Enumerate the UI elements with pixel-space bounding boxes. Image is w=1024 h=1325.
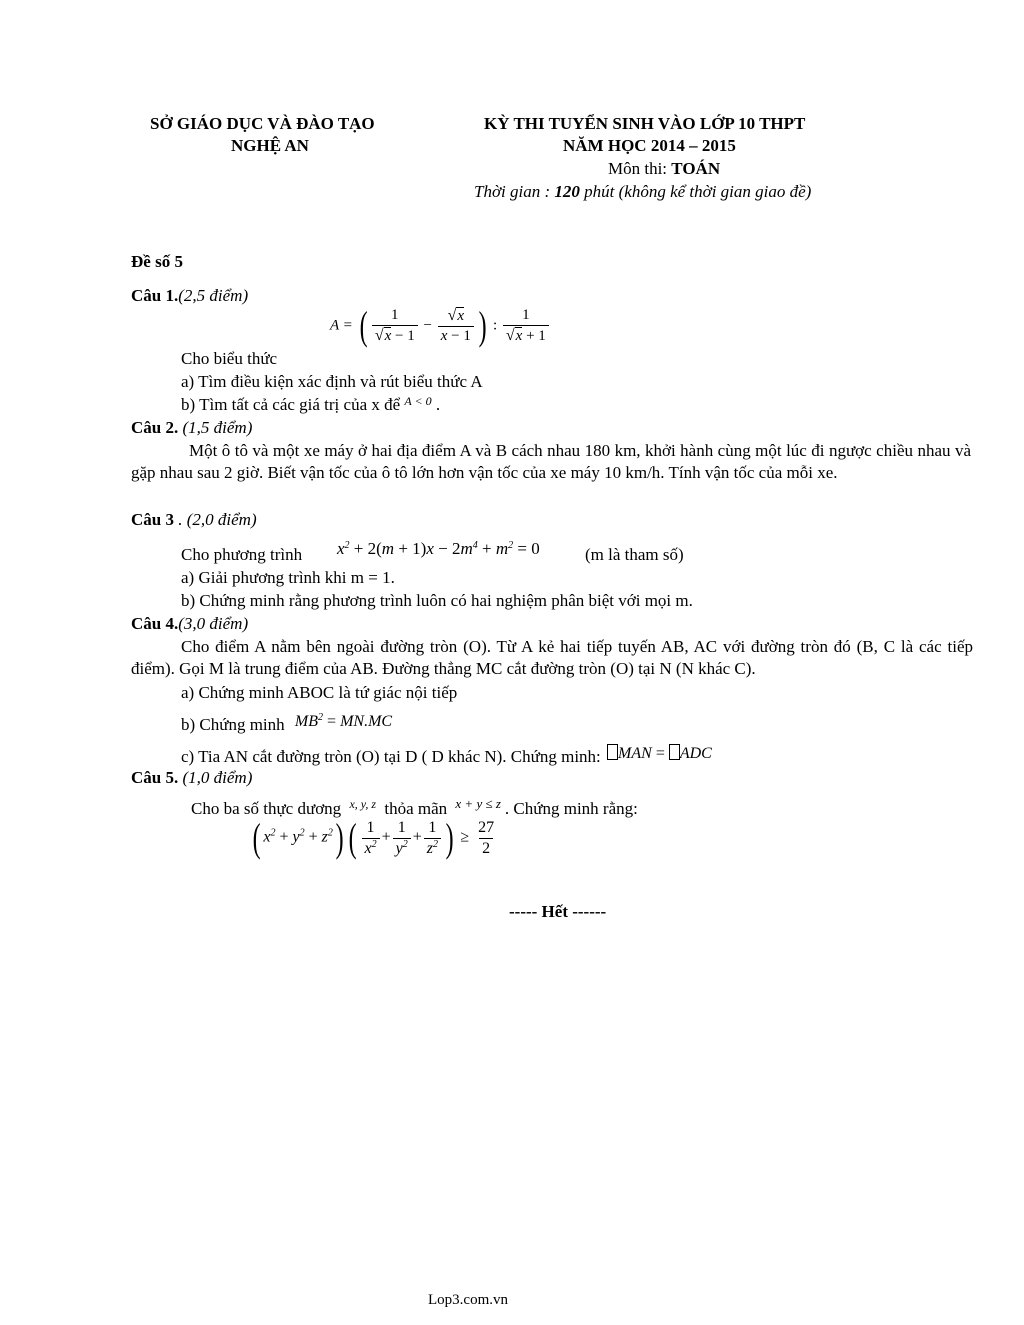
q2-title: Câu 2. (131, 418, 179, 437)
q1-part-b-text: b) Tìm tất cả các giá trị của x để (181, 395, 401, 414)
q1-intro: Cho biểu thức (181, 349, 278, 368)
time-line (474, 181, 811, 203)
q5-points: (1,0 điểm) (178, 768, 253, 787)
q3-points: . (2,0 điểm) (173, 510, 257, 529)
province-name: NGHỆ AN (231, 136, 309, 155)
subject-line (608, 158, 720, 180)
q5-inequality: ( $x^2 + y^2 + z^2$) ( $\frac{1}{x^2}$ + $\frac{1}{y^2}$ + $\frac{1}{z^2}$ ) ≥ $\frac{27}{2}$ (252, 815, 495, 860)
q3-note: (m là tham số) (585, 545, 684, 564)
q1-part-b (181, 394, 440, 416)
time-value: 120 (554, 182, 580, 201)
q4-part-b (181, 712, 392, 736)
q4-text: Cho điểm A nằm bên ngoài đường tròn (O). Từ A kẻ hai tiếp tuyến AB, AC với đường tròn đó (B, C là các tiếp điểm). Gọi M là trung điểm của AB. Đường thẳng MC cắt đường tròn (O) tại N (N khác C). (131, 637, 973, 679)
q4-title: Câu 4. (131, 614, 179, 633)
q1-heading (131, 285, 248, 307)
q3-part-b: b) Chứng minh rằng phương trình luôn có hai nghiệm phân biệt với mọi m. (181, 591, 693, 610)
q3-heading (131, 509, 257, 531)
time-suffix: phút (không kể thời gian giao đề) (579, 182, 812, 201)
footer-site: Lop3.com.vn (428, 1292, 508, 1308)
q3-intro: Cho phương trình (181, 545, 303, 564)
q5-intro: Cho ba số thực dương (191, 799, 342, 818)
q4-part-c-text: c) Tia AN cắt đường tròn (O) tại D ( D khác N). Chứng minh: (181, 747, 601, 766)
q2-points: (1,5 điểm) (182, 418, 253, 437)
q3-part-a: a) Giải phương trình khi m = 1. (181, 568, 395, 587)
q5-title: Câu 5. (131, 768, 179, 787)
q1-part-b-math: A < 0 (404, 394, 432, 408)
subject-label: Môn thi: (608, 159, 672, 178)
time-prefix: Thời gian : (474, 182, 555, 201)
q1-part-b-end: . (435, 395, 441, 414)
q3-equation: $x^2 + 2(m + 1)x - 2m^4 + m^2 = 0$ (337, 539, 540, 558)
q5-cond: x + y ≤ z (455, 796, 501, 811)
end-mark: ----- Hết ------ (509, 902, 607, 921)
q5-mid: thỏa mãn (384, 799, 448, 818)
q1-formula: A = ( $\frac{1}{√x - 1}$ − $\frac{√x}{x - 1}$ ) : $\frac{1}{√x + 1}$ (330, 306, 551, 346)
q5-end: . Chứng minh rằng: (504, 799, 638, 818)
exam-title: KỲ THI TUYỂN SINH VÀO LỚP 10 THPT (484, 114, 806, 133)
q3-title: Câu 3 (131, 510, 174, 529)
q4-part-b-math: $MB^2 = MN.MC$ (294, 712, 393, 730)
q1-points: (2,5 điểm) (178, 286, 249, 305)
school-year: NĂM HỌC 2014 – 2015 (563, 136, 736, 155)
q1-title: Câu 1. (131, 286, 179, 305)
q2-text: Một ô tô và một xe máy ở hai địa điểm A và B cách nhau 180 km, khởi hành cùng một lúc đi ngược chiều nhau và gặp nhau sau 2 giờ. Biết vận tốc của ô tô lớn hơn vận tốc của xe máy 10 km/h. Tính vận tốc của mỗi xe. (131, 441, 971, 483)
subject-value: TOÁN (671, 159, 721, 178)
q4-part-c (181, 744, 712, 768)
q4-heading (131, 613, 248, 635)
q5-vars: x, y, z (349, 797, 377, 811)
q4-part-b-text: b) Chứng minh (181, 715, 285, 734)
department-name: SỞ GIÁO DỤC VÀ ĐÀO TẠO (150, 114, 375, 133)
q1-part-a: a) Tìm điều kiện xác định và rút biểu thức A (181, 372, 483, 391)
q4-points: (3,0 điểm) (178, 614, 249, 633)
q4-part-c-math: MAN = ADC (607, 745, 712, 762)
q4-part-a: a) Chứng minh ABOC là tứ giác nội tiếp (181, 683, 458, 702)
q5-heading (131, 767, 252, 789)
q2-heading (131, 417, 252, 439)
exam-code: Đề số 5 (131, 252, 183, 271)
